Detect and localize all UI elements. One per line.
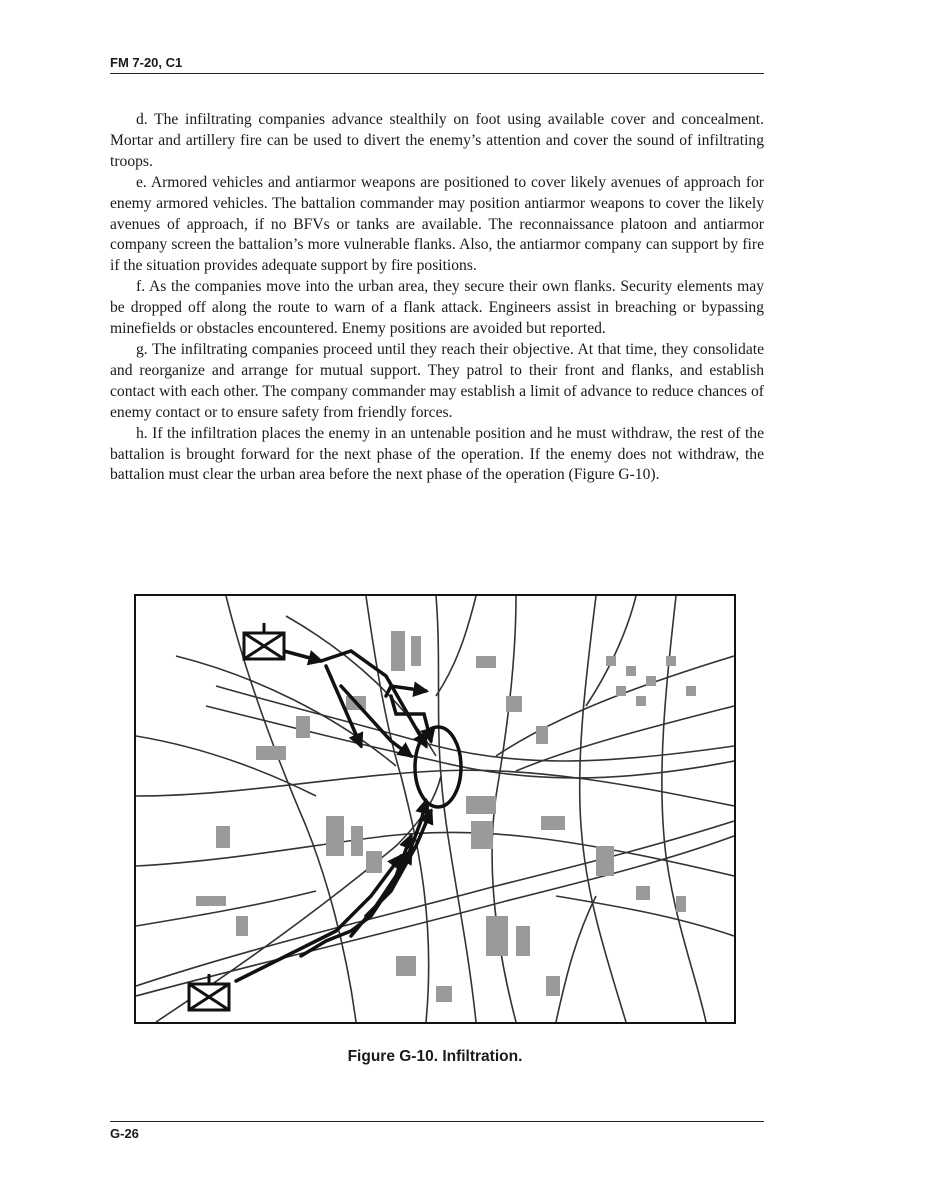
running-header bbox=[110, 55, 764, 74]
paragraph-f bbox=[110, 277, 764, 340]
paragraph-text: As the companies move into the urban area, they secure their own flanks. Security elements may be dropped off along the route to warn of a flank attack. Engineers assist in breaching or bypassing minefields or obstacles encountered. Enemy positions are avoided but reported. bbox=[110, 278, 765, 338]
running-footer bbox=[110, 1121, 764, 1141]
document-title: FM 7-20, C1 bbox=[110, 55, 183, 70]
paragraph-text: Armored vehicles and antiarmor weapons are positioned to cover likely avenues of approach for enemy armored vehicles. The battalion commander may position antiarmor weapons to cover the likely avenues of approach, if no BFVs or tanks are available. The reconnaissance platoon and antiarmor company screen the battalion’s more vulnerable flanks. Also, the antiarmor company can support by fire if the situation provides adequate support by fire positions. bbox=[110, 173, 764, 275]
infiltration-figure bbox=[134, 594, 736, 1024]
paragraph-letter: d. bbox=[136, 111, 148, 128]
page-number: G-26 bbox=[110, 1126, 139, 1141]
infantry-unit-symbol bbox=[244, 623, 284, 659]
paragraph-e bbox=[110, 173, 764, 278]
paragraph-letter: e. bbox=[136, 173, 147, 191]
urban-map bbox=[136, 596, 734, 1022]
figure-caption: Figure G-10. Infiltration. bbox=[347, 1048, 523, 1065]
paragraph-letter: h. bbox=[136, 424, 148, 442]
body-text bbox=[110, 110, 764, 486]
paragraph-h bbox=[110, 424, 764, 487]
road-network bbox=[136, 596, 734, 1022]
paragraph-text: The infiltrating companies advance stealthily on foot using available cover and concealment. Mortar and artillery fire can be used to divert the enemy’s attention and cover the sound of infiltrating troops. bbox=[110, 111, 764, 170]
paragraph-letter: f. bbox=[136, 278, 146, 296]
paragraph-g bbox=[110, 340, 764, 424]
paragraph-text: If the infiltration places the enemy in an untenable position and he must withdraw, the rest of the battalion is brought forward for the next phase of the operation. If the enemy does not withdraw, the battalion must clear the urban area before the next phase of the operation (Figure G-10). bbox=[110, 424, 764, 484]
paragraph-letter: g. bbox=[136, 340, 148, 358]
infantry-unit-symbol bbox=[189, 974, 229, 1010]
paragraph-text: The infiltrating companies proceed until they reach their objective. At that time, they consolidate and reorganize and arrange for mutual support. They patrol to their front and flanks, and establish contact with each other. The company commander may establish a limit of advance to reduce chances of enemy contact or to ensure safety from friendly forces. bbox=[110, 340, 764, 421]
paragraph-d bbox=[110, 110, 764, 173]
